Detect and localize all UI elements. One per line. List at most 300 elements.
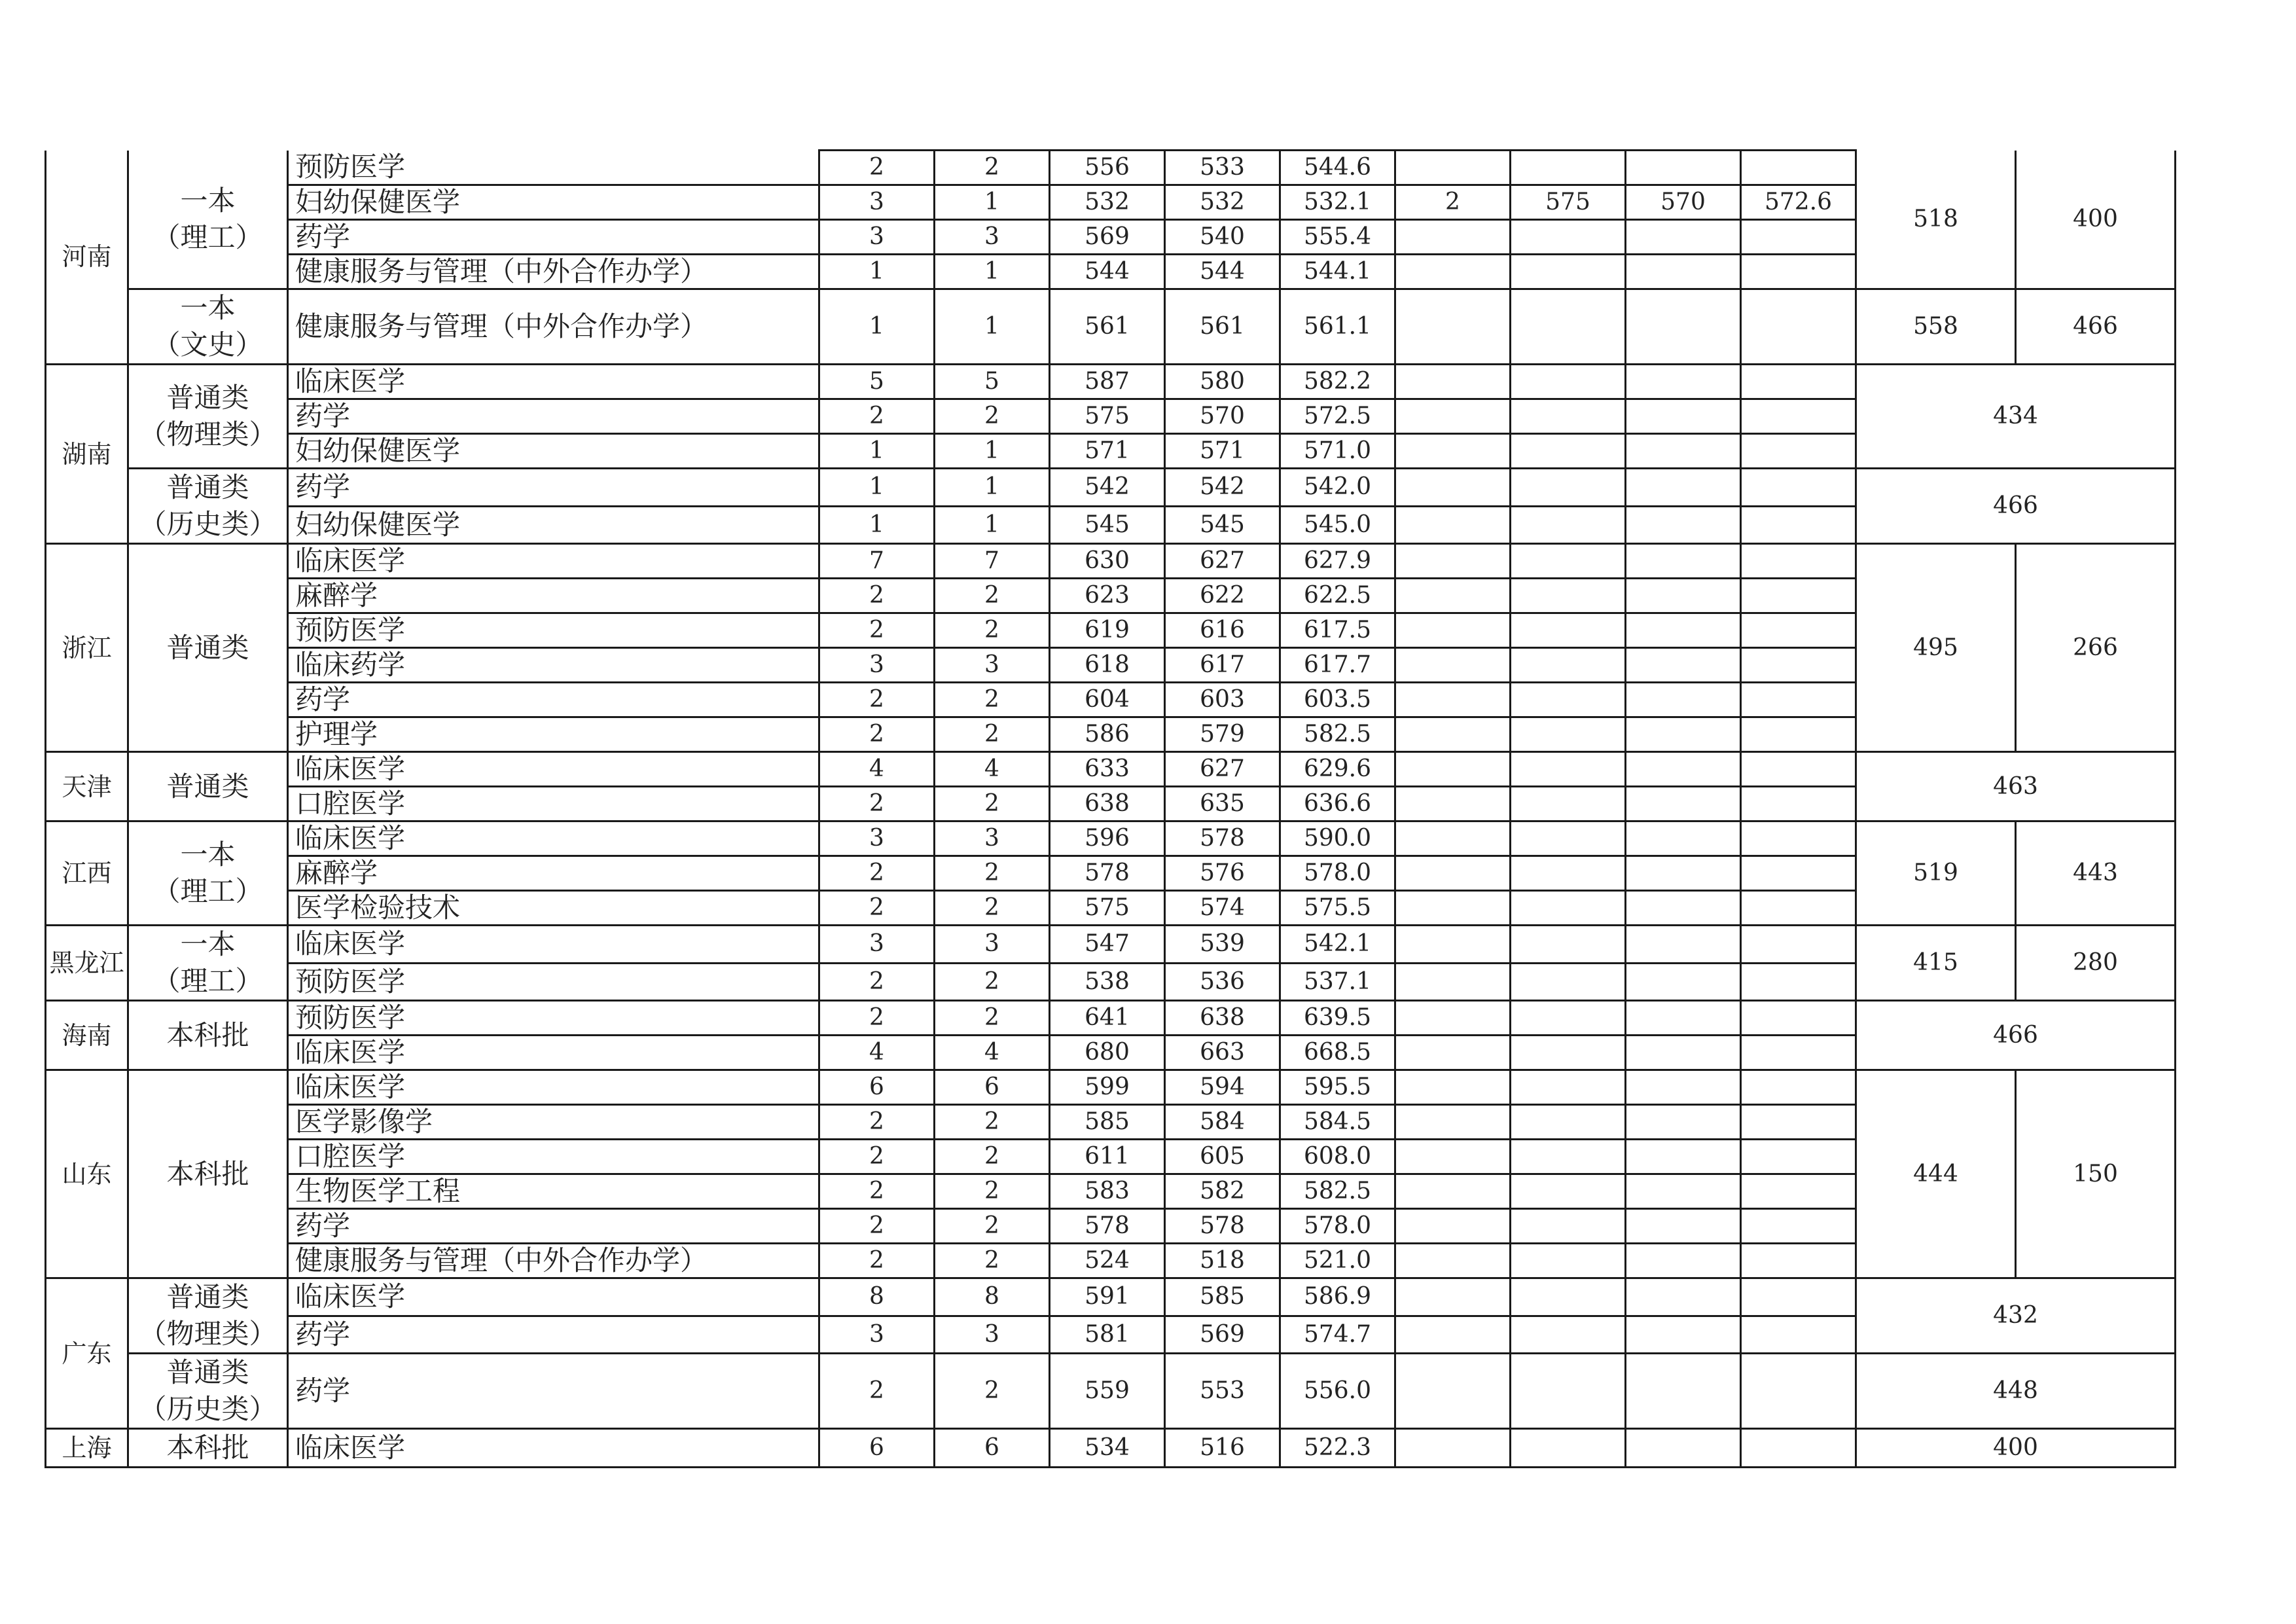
admit-cell: 2: [935, 579, 1050, 613]
max-cell: 575: [1050, 891, 1165, 926]
table-row: [46, 821, 2176, 856]
extra-cell: [1741, 1140, 1856, 1174]
batch-line: 一本: [180, 839, 236, 871]
avg-cell: 575.5: [1280, 891, 1395, 926]
extra-cell: [1741, 926, 1856, 964]
table-row: [46, 365, 2176, 399]
max-cell: 544: [1050, 255, 1165, 289]
major-cell: 临床医学: [288, 544, 819, 579]
batch-cell: [128, 365, 288, 469]
province-cell: 山东: [46, 1070, 128, 1278]
major-cell: 临床医学: [288, 1070, 819, 1105]
province-cell: 海南: [46, 1001, 128, 1070]
extra-cell: [1511, 506, 1626, 544]
control-line-a: 444: [1856, 1070, 2016, 1278]
extra-cell: 575: [1511, 185, 1626, 220]
extra-cell: [1626, 255, 1741, 289]
min-cell: 582: [1165, 1174, 1280, 1209]
plan-cell: 2: [819, 579, 935, 613]
plan-cell: 5: [819, 365, 935, 399]
max-cell: 623: [1050, 579, 1165, 613]
extra-cell: [1395, 926, 1511, 964]
plan-cell: 3: [819, 821, 935, 856]
batch-line: 一本: [180, 184, 236, 217]
avg-cell: 578.0: [1280, 1209, 1395, 1244]
extra-cell: [1395, 1354, 1511, 1429]
extra-cell: [1626, 717, 1741, 752]
avg-cell: 542.1: [1280, 926, 1395, 964]
min-cell: 540: [1165, 220, 1280, 255]
plan-cell: 2: [819, 1209, 935, 1244]
control-line: 434: [1856, 365, 2176, 469]
admit-cell: 8: [935, 1278, 1050, 1316]
max-cell: 619: [1050, 613, 1165, 648]
plan-cell: 1: [819, 506, 935, 544]
plan-cell: 1: [819, 434, 935, 469]
extra-cell: [1395, 365, 1511, 399]
extra-cell: [1395, 506, 1511, 544]
min-cell: 516: [1165, 1429, 1280, 1468]
min-cell: 617: [1165, 648, 1280, 683]
extra-cell: [1741, 1354, 1856, 1429]
avg-cell: 574.7: [1280, 1316, 1395, 1354]
avg-cell: 544.1: [1280, 255, 1395, 289]
avg-cell: 556.0: [1280, 1354, 1395, 1429]
plan-cell: 2: [819, 1001, 935, 1036]
plan-cell: 2: [819, 613, 935, 648]
control-line-a: 415: [1856, 926, 2016, 1001]
extra-cell: [1626, 151, 1741, 185]
batch-line: （物理类）: [139, 418, 277, 450]
max-cell: 578: [1050, 856, 1165, 891]
major-cell: 临床医学: [288, 752, 819, 787]
table-row: [46, 1429, 2176, 1468]
extra-cell: [1626, 1354, 1741, 1429]
extra-cell: [1511, 717, 1626, 752]
extra-cell: [1741, 151, 1856, 185]
plan-cell: 2: [819, 1244, 935, 1278]
admit-cell: 5: [935, 365, 1050, 399]
admit-cell: 2: [935, 683, 1050, 717]
extra-cell: [1626, 1209, 1741, 1244]
max-cell: 680: [1050, 1036, 1165, 1070]
extra-cell: [1511, 1209, 1626, 1244]
batch-line: 普通类: [166, 631, 249, 664]
extra-cell: [1511, 787, 1626, 821]
extra-cell: [1741, 1244, 1856, 1278]
avg-cell: 627.9: [1280, 544, 1395, 579]
extra-cell: [1741, 1278, 1856, 1316]
batch-line: 本科批: [166, 1157, 249, 1190]
extra-cell: [1741, 963, 1856, 1001]
min-cell: 635: [1165, 787, 1280, 821]
min-cell: 627: [1165, 544, 1280, 579]
extra-cell: 572.6: [1741, 185, 1856, 220]
major-cell: 健康服务与管理（中外合作办学）: [288, 255, 819, 289]
max-cell: 556: [1050, 151, 1165, 185]
table-row: [46, 613, 2176, 648]
plan-cell: 2: [819, 963, 935, 1001]
max-cell: 524: [1050, 1244, 1165, 1278]
batch-line: （历史类）: [139, 508, 277, 540]
extra-cell: [1395, 1070, 1511, 1105]
max-cell: 559: [1050, 1354, 1165, 1429]
avg-cell: 537.1: [1280, 963, 1395, 1001]
major-cell: 预防医学: [288, 151, 819, 185]
extra-cell: [1511, 151, 1626, 185]
avg-cell: 522.3: [1280, 1429, 1395, 1468]
extra-cell: [1395, 648, 1511, 683]
extra-cell: [1395, 151, 1511, 185]
table-row: [46, 683, 2176, 717]
plan-cell: 1: [819, 469, 935, 507]
avg-cell: 586.9: [1280, 1278, 1395, 1316]
max-cell: 599: [1050, 1070, 1165, 1105]
major-cell: 临床药学: [288, 648, 819, 683]
extra-cell: [1626, 926, 1741, 964]
extra-cell: [1626, 1105, 1741, 1140]
batch-line: 本科批: [166, 1019, 249, 1051]
province-cell: 上海: [46, 1429, 128, 1468]
extra-cell: [1626, 891, 1741, 926]
extra-cell: [1626, 1001, 1741, 1036]
major-cell: 药学: [288, 469, 819, 507]
min-cell: 605: [1165, 1140, 1280, 1174]
extra-cell: [1741, 613, 1856, 648]
control-line: 466: [1856, 1001, 2176, 1070]
extra-cell: [1741, 289, 1856, 365]
admit-cell: 1: [935, 469, 1050, 507]
province-cell: 浙江: [46, 544, 128, 752]
extra-cell: [1395, 891, 1511, 926]
max-cell: 569: [1050, 220, 1165, 255]
batch-line: （物理类）: [139, 1318, 277, 1350]
table-row: [46, 289, 2176, 365]
plan-cell: 3: [819, 926, 935, 964]
admit-cell: 2: [935, 717, 1050, 752]
province-cell: 湖南: [46, 365, 128, 544]
avg-cell: 617.5: [1280, 613, 1395, 648]
major-cell: 药学: [288, 1316, 819, 1354]
batch-line: 普通类: [166, 1281, 249, 1313]
extra-cell: [1741, 579, 1856, 613]
table-row: [46, 1105, 2176, 1140]
extra-cell: [1395, 1429, 1511, 1468]
plan-cell: 2: [819, 1140, 935, 1174]
extra-cell: [1626, 648, 1741, 683]
table-row: [46, 544, 2176, 579]
plan-cell: 6: [819, 1070, 935, 1105]
table-row: [46, 220, 2176, 255]
control-line-b: 443: [2016, 821, 2176, 926]
major-cell: 临床医学: [288, 1036, 819, 1070]
max-cell: 630: [1050, 544, 1165, 579]
min-cell: 627: [1165, 752, 1280, 787]
major-cell: 护理学: [288, 717, 819, 752]
admit-cell: 2: [935, 1209, 1050, 1244]
admit-cell: 2: [935, 151, 1050, 185]
extra-cell: 570: [1626, 185, 1741, 220]
avg-cell: 578.0: [1280, 856, 1395, 891]
avg-cell: 521.0: [1280, 1244, 1395, 1278]
control-line-a: 495: [1856, 544, 2016, 752]
extra-cell: [1741, 1070, 1856, 1105]
major-cell: 临床医学: [288, 1278, 819, 1316]
admission-score-table: [45, 149, 2176, 1468]
avg-cell: 582.2: [1280, 365, 1395, 399]
max-cell: 581: [1050, 1316, 1165, 1354]
major-cell: 临床医学: [288, 926, 819, 964]
max-cell: 561: [1050, 289, 1165, 365]
major-cell: 药学: [288, 220, 819, 255]
max-cell: 587: [1050, 365, 1165, 399]
major-cell: 生物医学工程: [288, 1174, 819, 1209]
extra-cell: [1626, 469, 1741, 507]
avg-cell: 582.5: [1280, 1174, 1395, 1209]
batch-cell: [128, 469, 288, 544]
extra-cell: [1626, 1036, 1741, 1070]
batch-line: （历史类）: [139, 1393, 277, 1425]
min-cell: 570: [1165, 399, 1280, 434]
extra-cell: [1741, 787, 1856, 821]
min-cell: 579: [1165, 717, 1280, 752]
min-cell: 542: [1165, 469, 1280, 507]
extra-cell: [1511, 365, 1626, 399]
major-cell: 妇幼保健医学: [288, 185, 819, 220]
batch-cell: [128, 1429, 288, 1468]
major-cell: 药学: [288, 1209, 819, 1244]
major-cell: 健康服务与管理（中外合作办学）: [288, 289, 819, 365]
table-row: [46, 151, 2176, 185]
table-row: [46, 1174, 2176, 1209]
extra-cell: [1626, 1070, 1741, 1105]
extra-cell: [1626, 821, 1741, 856]
extra-cell: [1741, 506, 1856, 544]
extra-cell: [1395, 434, 1511, 469]
plan-cell: 2: [819, 1174, 935, 1209]
batch-line: 普通类: [166, 382, 249, 414]
extra-cell: [1741, 434, 1856, 469]
extra-cell: [1395, 1140, 1511, 1174]
extra-cell: [1511, 1140, 1626, 1174]
extra-cell: [1626, 399, 1741, 434]
max-cell: 641: [1050, 1001, 1165, 1036]
admit-cell: 4: [935, 1036, 1050, 1070]
extra-cell: [1395, 752, 1511, 787]
control-line-b: 150: [2016, 1070, 2176, 1278]
extra-cell: [1511, 1036, 1626, 1070]
extra-cell: [1511, 1001, 1626, 1036]
extra-cell: [1626, 289, 1741, 365]
min-cell: 518: [1165, 1244, 1280, 1278]
extra-cell: [1511, 1316, 1626, 1354]
major-cell: 临床医学: [288, 1429, 819, 1468]
admit-cell: 7: [935, 544, 1050, 579]
table-row: [46, 1316, 2176, 1354]
avg-cell: 590.0: [1280, 821, 1395, 856]
admit-cell: 2: [935, 963, 1050, 1001]
avg-cell: 532.1: [1280, 185, 1395, 220]
max-cell: 638: [1050, 787, 1165, 821]
admit-cell: 1: [935, 289, 1050, 365]
major-cell: 预防医学: [288, 1001, 819, 1036]
admit-cell: 4: [935, 752, 1050, 787]
max-cell: 586: [1050, 717, 1165, 752]
extra-cell: [1626, 613, 1741, 648]
control-line: 463: [1856, 752, 2176, 821]
avg-cell: 668.5: [1280, 1036, 1395, 1070]
min-cell: 532: [1165, 185, 1280, 220]
extra-cell: [1511, 1429, 1626, 1468]
plan-cell: 2: [819, 1105, 935, 1140]
extra-cell: [1395, 1244, 1511, 1278]
batch-cell: [128, 1001, 288, 1070]
min-cell: 576: [1165, 856, 1280, 891]
max-cell: 611: [1050, 1140, 1165, 1174]
min-cell: 574: [1165, 891, 1280, 926]
table-row: [46, 1140, 2176, 1174]
min-cell: 638: [1165, 1001, 1280, 1036]
min-cell: 533: [1165, 151, 1280, 185]
avg-cell: 571.0: [1280, 434, 1395, 469]
extra-cell: [1511, 1278, 1626, 1316]
min-cell: 578: [1165, 1209, 1280, 1244]
province-cell: 黑龙江: [46, 926, 128, 1001]
extra-cell: [1626, 752, 1741, 787]
max-cell: 534: [1050, 1429, 1165, 1468]
max-cell: 591: [1050, 1278, 1165, 1316]
avg-cell: 584.5: [1280, 1105, 1395, 1140]
admit-cell: 2: [935, 1140, 1050, 1174]
extra-cell: [1511, 926, 1626, 964]
major-cell: 临床医学: [288, 821, 819, 856]
batch-cell: [128, 1354, 288, 1429]
admit-cell: 2: [935, 891, 1050, 926]
table-row: [46, 1001, 2176, 1036]
table-row: [46, 787, 2176, 821]
extra-cell: [1511, 648, 1626, 683]
extra-cell: [1741, 1001, 1856, 1036]
extra-cell: [1741, 255, 1856, 289]
avg-cell: 542.0: [1280, 469, 1395, 507]
admit-cell: 2: [935, 1001, 1050, 1036]
table-row: [46, 1354, 2176, 1429]
table-row: [46, 399, 2176, 434]
province-cell: 广东: [46, 1278, 128, 1429]
control-line-b: 266: [2016, 544, 2176, 752]
major-cell: 药学: [288, 399, 819, 434]
admit-cell: 1: [935, 255, 1050, 289]
min-cell: 578: [1165, 821, 1280, 856]
avg-cell: 595.5: [1280, 1070, 1395, 1105]
table-row: [46, 856, 2176, 891]
max-cell: 542: [1050, 469, 1165, 507]
plan-cell: 1: [819, 255, 935, 289]
table-row: [46, 506, 2176, 544]
avg-cell: 561.1: [1280, 289, 1395, 365]
plan-cell: 6: [819, 1429, 935, 1468]
admit-cell: 2: [935, 1244, 1050, 1278]
admit-cell: 1: [935, 434, 1050, 469]
max-cell: 532: [1050, 185, 1165, 220]
batch-line: 普通类: [166, 1356, 249, 1388]
extra-cell: [1626, 506, 1741, 544]
extra-cell: [1626, 856, 1741, 891]
batch-cell: [128, 1070, 288, 1278]
admit-cell: 1: [935, 506, 1050, 544]
plan-cell: 7: [819, 544, 935, 579]
avg-cell: 608.0: [1280, 1140, 1395, 1174]
batch-cell: [128, 752, 288, 821]
control-line: 400: [1856, 1429, 2176, 1468]
plan-cell: 1: [819, 289, 935, 365]
major-cell: 妇幼保健医学: [288, 434, 819, 469]
admit-cell: 2: [935, 399, 1050, 434]
major-cell: 药学: [288, 683, 819, 717]
extra-cell: [1741, 891, 1856, 926]
min-cell: 584: [1165, 1105, 1280, 1140]
batch-line: 普通类: [166, 471, 249, 503]
extra-cell: [1395, 579, 1511, 613]
extra-cell: [1511, 1354, 1626, 1429]
admit-cell: 1: [935, 185, 1050, 220]
min-cell: 569: [1165, 1316, 1280, 1354]
extra-cell: [1511, 963, 1626, 1001]
table-row: [46, 469, 2176, 507]
extra-cell: [1511, 1174, 1626, 1209]
min-cell: 616: [1165, 613, 1280, 648]
batch-line: （理工）: [152, 965, 263, 997]
table-row: [46, 1036, 2176, 1070]
table-row: [46, 648, 2176, 683]
extra-cell: [1741, 821, 1856, 856]
extra-cell: [1395, 399, 1511, 434]
plan-cell: 2: [819, 1354, 935, 1429]
max-cell: 538: [1050, 963, 1165, 1001]
plan-cell: 3: [819, 185, 935, 220]
batch-line: （文史）: [152, 329, 263, 361]
avg-cell: 544.6: [1280, 151, 1395, 185]
extra-cell: [1511, 683, 1626, 717]
major-cell: 健康服务与管理（中外合作办学）: [288, 1244, 819, 1278]
avg-cell: 639.5: [1280, 1001, 1395, 1036]
major-cell: 医学检验技术: [288, 891, 819, 926]
batch-cell: [128, 544, 288, 752]
max-cell: 547: [1050, 926, 1165, 964]
major-cell: 妇幼保健医学: [288, 506, 819, 544]
major-cell: 医学影像学: [288, 1105, 819, 1140]
control-line-b: 400: [2016, 151, 2176, 289]
batch-cell: [128, 926, 288, 1001]
extra-cell: [1626, 963, 1741, 1001]
plan-cell: 2: [819, 151, 935, 185]
avg-cell: 572.5: [1280, 399, 1395, 434]
admit-cell: 3: [935, 648, 1050, 683]
extra-cell: [1741, 1316, 1856, 1354]
extra-cell: [1511, 544, 1626, 579]
extra-cell: [1395, 856, 1511, 891]
extra-cell: [1395, 469, 1511, 507]
plan-cell: 2: [819, 856, 935, 891]
table-row: [46, 1278, 2176, 1316]
min-cell: 544: [1165, 255, 1280, 289]
extra-cell: [1626, 1174, 1741, 1209]
min-cell: 580: [1165, 365, 1280, 399]
max-cell: 596: [1050, 821, 1165, 856]
plan-cell: 3: [819, 220, 935, 255]
extra-cell: [1395, 1209, 1511, 1244]
extra-cell: [1395, 1105, 1511, 1140]
